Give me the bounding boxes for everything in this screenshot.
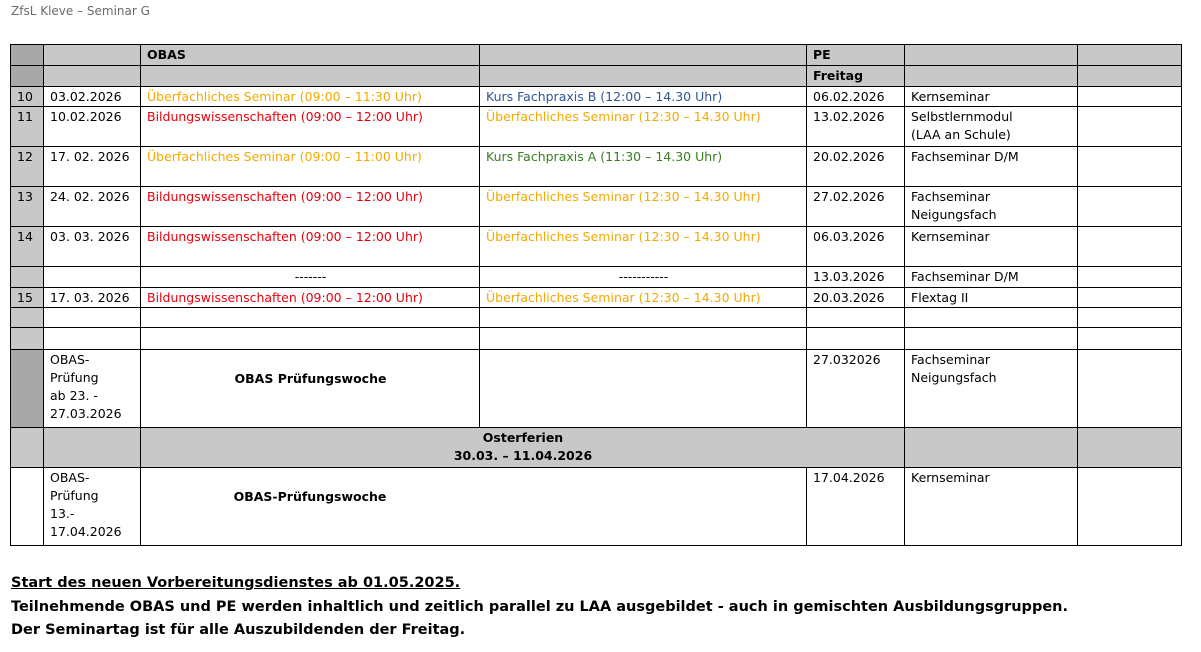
pe-date: 17.04.2026 — [807, 468, 905, 546]
pe-session: Fachseminar D/M — [905, 267, 1078, 288]
freitag-header: Freitag — [807, 66, 905, 87]
obas-date: 03.02.2026 — [44, 87, 141, 107]
obas-date: 17. 02. 2026 — [44, 147, 141, 187]
obas-date: 03. 03. 2026 — [44, 227, 141, 267]
week-number — [11, 267, 44, 288]
pe-date: 20.03.2026 — [807, 288, 905, 308]
week-number: 15 — [11, 288, 44, 308]
footer-notes — [11, 572, 1068, 643]
obas-header: OBAS — [141, 45, 480, 66]
week-number: 11 — [11, 107, 44, 147]
obas-session-2: Kurs Fachpraxis B (12:00 – 14.30 Uhr) — [480, 87, 807, 107]
pe-date: 06.02.2026 — [807, 87, 905, 107]
holiday-label: Osterferien 30.03. – 11.04.2026 — [141, 428, 905, 468]
pe-session: Kernseminar — [905, 227, 1078, 267]
table-header-row — [11, 45, 1182, 66]
table-row — [11, 288, 1182, 308]
table-row — [11, 147, 1182, 187]
obas-session-1: Bildungswissenschaften (09:00 – 12:00 Uhr) — [141, 187, 480, 227]
exam-dates: OBAS- Prüfung 13.- 17.04.2026 — [44, 468, 141, 546]
pe-session: Fachseminar Neigungsfach — [905, 350, 1078, 428]
obas-session-1: Überfachliches Seminar (09:00 – 11:00 Uhr) — [141, 147, 480, 187]
pe-session: Kernseminar — [905, 468, 1078, 546]
obas-session-1: ------- — [141, 267, 480, 288]
empty-row — [11, 308, 1182, 328]
table-subheader-row — [11, 66, 1182, 87]
obas-session-2: Überfachliches Seminar (12:30 – 14.30 Uhr) — [480, 187, 807, 227]
pe-session: Fachseminar Neigungsfach — [905, 187, 1078, 227]
obas-session-2: Überfachliches Seminar (12:30 – 14.30 Uhr) — [480, 288, 807, 308]
obas-session-2: Kurs Fachpraxis A (11:30 – 14.30 Uhr) — [480, 147, 807, 187]
week-number: 14 — [11, 227, 44, 267]
pe-date: 13.03.2026 — [807, 267, 905, 288]
table-row — [11, 87, 1182, 107]
pe-date: 06.03.2026 — [807, 227, 905, 267]
schedule-table — [10, 44, 1182, 546]
week-number: 12 — [11, 147, 44, 187]
obas-session-1: Bildungswissenschaften (09:00 – 12:00 Uhr) — [141, 227, 480, 267]
pe-date: 20.02.2026 — [807, 147, 905, 187]
pe-session: Fachseminar D/M — [905, 147, 1078, 187]
pe-date: 27.032026 — [807, 350, 905, 428]
obas-date: 24. 02. 2026 — [44, 187, 141, 227]
pe-session: Kernseminar — [905, 87, 1078, 107]
pe-header: PE — [807, 45, 905, 66]
obas-session-1: Bildungswissenschaften (09:00 – 12:00 Uhr) — [141, 288, 480, 308]
exam-week-title: OBAS Prüfungswoche — [141, 350, 480, 428]
obas-session-1: Bildungswissenschaften (09:00 – 12:00 Uhr) — [141, 107, 480, 147]
obas-date — [44, 267, 141, 288]
exam-row-1 — [11, 350, 1182, 428]
pe-session: Flextag II — [905, 288, 1078, 308]
obas-date: 17. 03. 2026 — [44, 288, 141, 308]
footer-line-3: Der Seminartag ist für alle Auszubildenden der Freitag. — [11, 622, 466, 638]
holiday-row — [11, 428, 1182, 468]
exam-dates: OBAS- Prüfung ab 23. - 27.03.2026 — [44, 350, 141, 428]
obas-date: 10.02.2026 — [44, 107, 141, 147]
week-number: 10 — [11, 87, 44, 107]
pe-date: 27.02.2026 — [807, 187, 905, 227]
footer-line-1: Start des neuen Vorbereitungsdienstes ab 01.05.2025. — [11, 575, 461, 591]
table-row — [11, 267, 1182, 288]
week-number: 13 — [11, 187, 44, 227]
obas-session-1: Überfachliches Seminar (09:00 – 11:30 Uhr) — [141, 87, 480, 107]
pe-session: Selbstlernmodul (LAA an Schule) — [905, 107, 1078, 147]
table-row — [11, 107, 1182, 147]
obas-session-2: Überfachliches Seminar (12:30 – 14.30 Uhr) — [480, 107, 807, 147]
document-header: ZfsL Kleve – Seminar G — [11, 4, 150, 18]
pe-date: 13.02.2026 — [807, 107, 905, 147]
exam-week-title: OBAS-Prüfungswoche — [141, 468, 807, 546]
table-row — [11, 227, 1182, 267]
obas-session-2: Überfachliches Seminar (12:30 – 14.30 Uhr) — [480, 227, 807, 267]
exam-row-2 — [11, 468, 1182, 546]
table-row — [11, 187, 1182, 227]
obas-session-2: ----------- — [480, 267, 807, 288]
empty-row — [11, 328, 1182, 350]
footer-line-2: Teilnehmende OBAS und PE werden inhaltlich und zeitlich parallel zu LAA ausgebildet - auch in gemischten Ausbildungsgruppen. — [11, 598, 1068, 615]
